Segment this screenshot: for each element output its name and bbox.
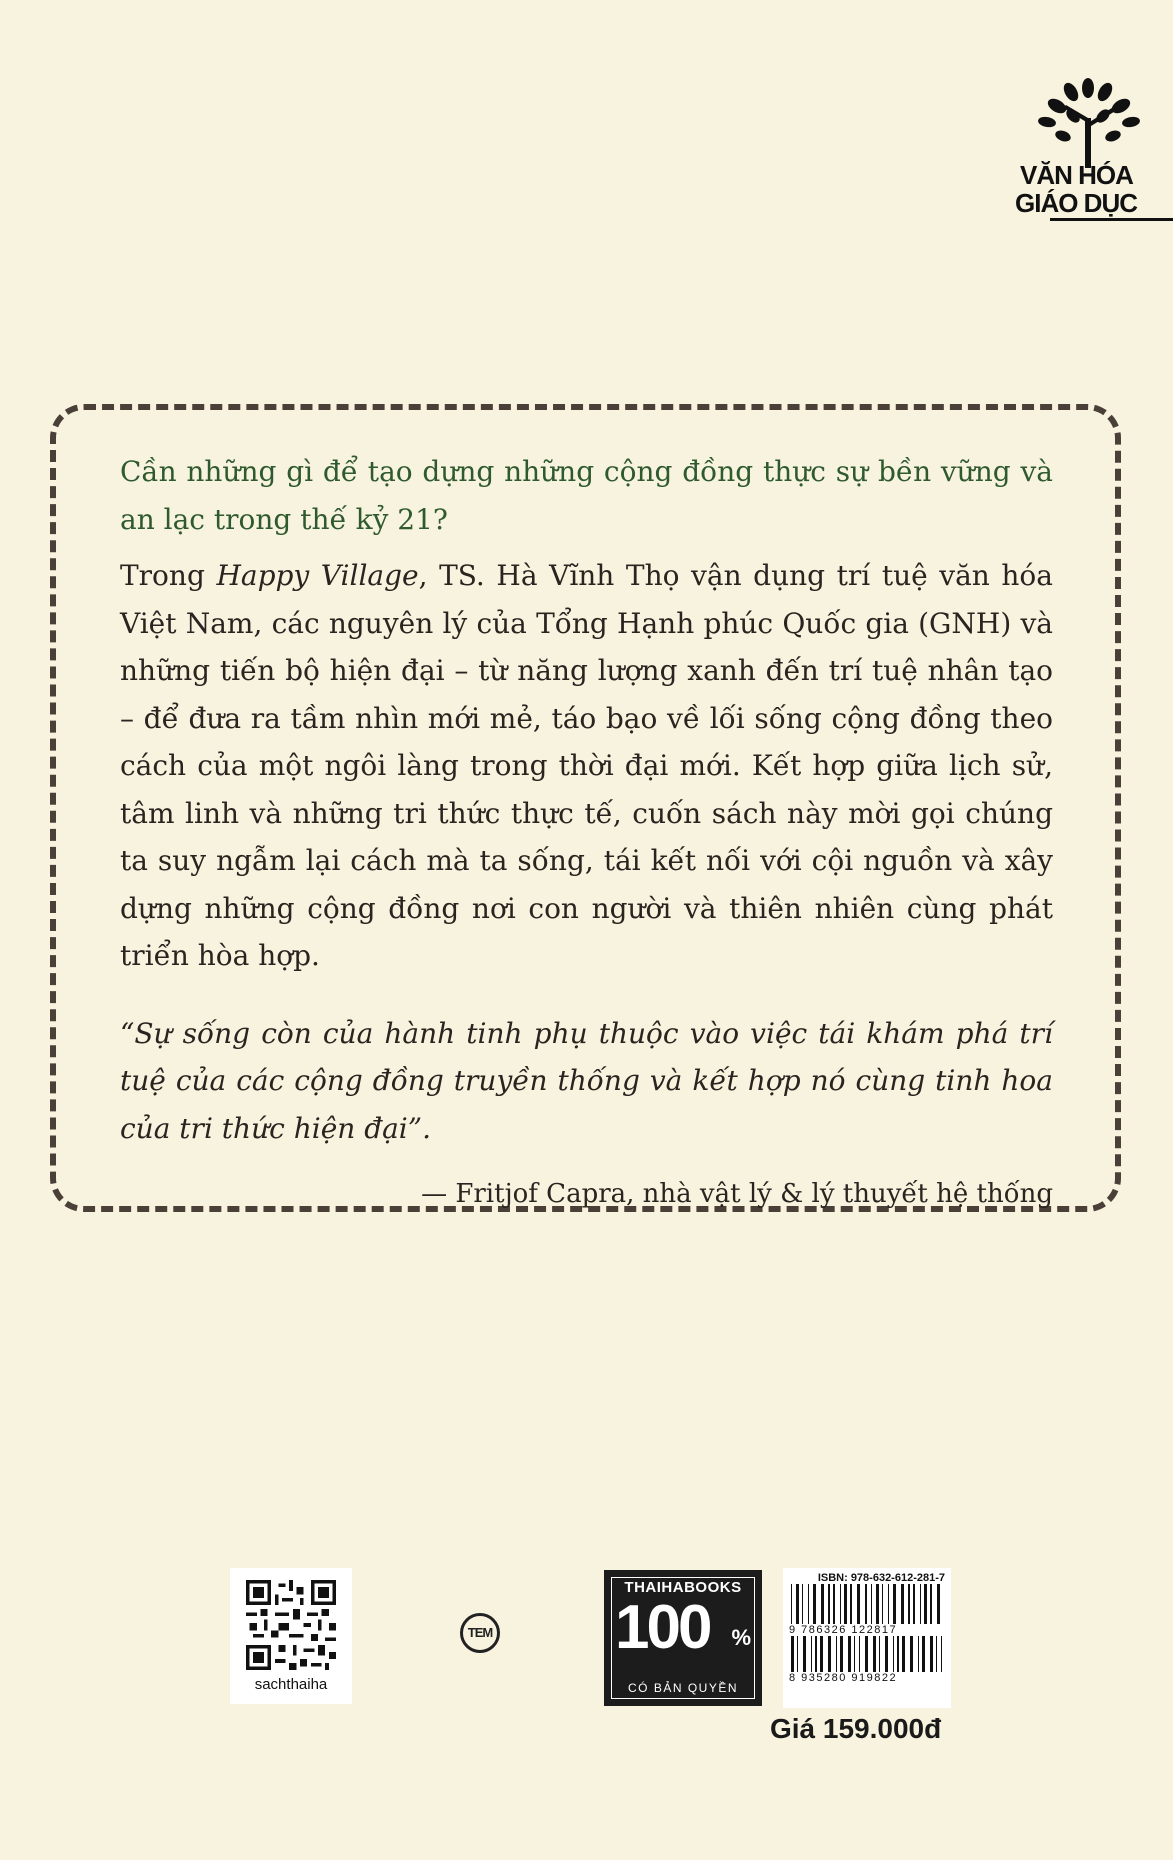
barcode-bar — [922, 1636, 925, 1672]
barcode-upper-digits: 9 786326 122817 — [789, 1624, 898, 1636]
barcode-bar — [918, 1636, 919, 1672]
barcode-bar — [897, 1636, 899, 1672]
barcode-bar — [882, 1584, 883, 1624]
seal-caption: CÓ BẢN QUYỀN — [627, 1681, 738, 1695]
barcode-bar — [813, 1584, 816, 1624]
barcode-bar — [859, 1636, 860, 1672]
seal-brand: THAIHABOOKS — [624, 1579, 742, 1596]
barcode-bar — [910, 1636, 913, 1672]
tree-icon — [1033, 78, 1143, 168]
barcode-bar — [885, 1636, 888, 1672]
barcode-bar — [873, 1636, 876, 1672]
publisher-name-line2: GIÁO DỤC — [1015, 188, 1137, 218]
barcode-bar — [791, 1584, 792, 1624]
barcode-bar — [844, 1584, 847, 1624]
barcode-bar — [850, 1584, 852, 1624]
barcode-bars-lower — [789, 1636, 945, 1672]
barcode-bar — [821, 1584, 824, 1624]
price-label: Giá 159.000đ — [770, 1713, 942, 1744]
pull-quote: “Sự sống còn của hành tinh phụ thuộc vào việc tái khám phá trí tuệ của các cộng đồng truyền thống và kết hợp nó cùng tinh hoa của tri thức hiện đại”. — [120, 1016, 1053, 1145]
description-rest: , TS. Hà Vĩnh Thọ vận dụng trí tuệ văn hóa Việt Nam, các nguyên lý của Tổng Hạnh phúc Quốc gia (GNH) và những tiến bộ hiện đại – từ năng lượng xanh đến trí tuệ nhân tạo – để đưa ra tầm nhìn mới mẻ, táo bạo về lối sống cộng đồng theo cách của một ngôi làng trong thời đại mới. Kết hợp giữa lịch sử, tâm linh và những tri thức thực tế, cuốn sách này mời gọi chúng ta suy ngẫm lại cách mà ta sống, tái kết nối với cội nguồn và xây dựng những cộng đồng nơi con người và thiên nhiên cùng phát triển hòa hợp. — [120, 559, 1053, 972]
seal-percentage: 100 — [615, 1593, 710, 1662]
qr-code-icon — [246, 1580, 336, 1670]
barcode-bar — [808, 1584, 809, 1624]
barcode-bar — [893, 1584, 896, 1624]
barcode-bar — [908, 1584, 910, 1624]
barcode-bar — [797, 1636, 798, 1672]
book-title: Happy Village — [216, 559, 419, 592]
barcode-bar — [791, 1636, 794, 1672]
barcode-bar — [901, 1584, 904, 1624]
barcode-lower-digits: 8 935280 919822 — [789, 1672, 898, 1684]
barcode-bar — [920, 1584, 921, 1624]
barcode-bar — [936, 1636, 937, 1672]
barcode-bar — [836, 1636, 837, 1672]
barcode-bar — [828, 1584, 830, 1624]
barcode-bar — [803, 1636, 806, 1672]
barcode-bar — [888, 1584, 889, 1624]
book-description — [120, 552, 1053, 980]
barcode-bar — [865, 1584, 867, 1624]
barcode-bar — [893, 1636, 894, 1672]
barcode-bar — [937, 1584, 940, 1624]
barcode-bar — [840, 1636, 843, 1672]
isbn-number: ISBN: 978-632-612-281-7 — [817, 1572, 945, 1584]
barcode-bar — [811, 1636, 812, 1672]
barcode-bar — [913, 1584, 915, 1624]
barcode-bar — [902, 1636, 905, 1672]
barcode-bar — [871, 1584, 872, 1624]
blurb-content — [120, 448, 1053, 1214]
barcode-bar — [924, 1584, 927, 1624]
barcode-bar — [802, 1584, 803, 1624]
publisher-name-line1: VĂN HÓA — [1020, 160, 1133, 190]
barcode-bar — [840, 1584, 841, 1624]
barcode-bar — [941, 1636, 942, 1672]
seal-percent-sign: % — [731, 1625, 751, 1650]
barcode-bar — [848, 1636, 851, 1672]
logo-underline — [1050, 218, 1173, 221]
isbn-barcode — [783, 1568, 951, 1708]
barcode-bar — [833, 1584, 835, 1624]
barcode-bars-upper — [789, 1584, 945, 1624]
qr-code[interactable] — [230, 1568, 352, 1704]
copyright-seal — [604, 1570, 762, 1706]
barcode-bar — [879, 1636, 880, 1672]
barcode-bar — [828, 1636, 831, 1672]
publisher-logo — [1015, 78, 1173, 228]
barcode-bar — [876, 1584, 879, 1624]
qr-caption: sachthaiha — [254, 1676, 328, 1693]
barcode-bar — [815, 1636, 817, 1672]
barcode-bar — [854, 1636, 855, 1672]
description-lead: Trong — [120, 559, 217, 592]
tem-badge: TEM — [460, 1613, 500, 1653]
quote-attribution: — Fritjof Capra, nhà vật lý & lý thuyết hệ thống — [421, 1179, 1053, 1209]
barcode-bar — [865, 1636, 868, 1672]
barcode-bar — [820, 1636, 823, 1672]
barcode-bar — [930, 1584, 932, 1624]
barcode-bar — [857, 1584, 860, 1624]
barcode-bar — [796, 1584, 799, 1624]
intro-question: Cần những gì để tạo dựng những cộng đồng thực sự bền vững và an lạc trong thế kỷ 21? — [120, 455, 1053, 536]
barcode-bar — [930, 1636, 933, 1672]
